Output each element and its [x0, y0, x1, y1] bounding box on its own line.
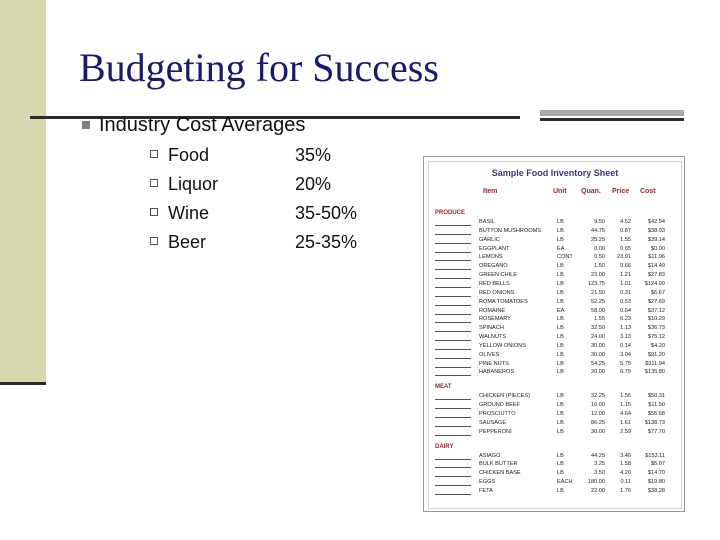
item-quantity: 32.50: [591, 325, 605, 332]
item-price: 1.01: [620, 280, 631, 287]
item-unit: LB: [557, 272, 564, 279]
item-price: 5.75: [620, 360, 631, 367]
item-quantity: 58.00: [591, 307, 605, 314]
item-unit: EA: [557, 245, 565, 252]
count-blank-line: [435, 278, 471, 279]
table-row: [429, 429, 681, 437]
item-name: OREGANO: [479, 263, 508, 270]
count-blank-line: [435, 305, 471, 306]
item-quantity: 0.00: [594, 245, 605, 252]
item-quantity: 54.25: [591, 360, 605, 367]
item-unit: LB: [557, 470, 564, 477]
count-blank-line: [435, 358, 471, 359]
item-quantity: 24.00: [591, 334, 605, 341]
count-blank-line: [435, 399, 471, 400]
table-row: [429, 488, 681, 496]
table-row: [429, 334, 681, 342]
item-cost: $42.94: [647, 219, 665, 225]
item-price: 3.04: [620, 351, 631, 358]
item-cost: $14.70: [647, 470, 665, 477]
table-row: [429, 281, 681, 289]
item-price: 0.64: [620, 307, 631, 314]
item-cost: $19.80: [647, 479, 665, 486]
table-row: [429, 316, 681, 324]
item-cost: $38.28: [647, 487, 665, 494]
table-row: [429, 308, 681, 316]
item-quantity: 44.25: [591, 452, 605, 459]
count-blank-line: [435, 408, 471, 409]
square-bullet-icon: [150, 179, 158, 187]
table-row: [429, 299, 681, 307]
item-price: 4.20: [620, 470, 631, 477]
table-row: [429, 290, 681, 298]
count-blank-line: [435, 331, 471, 332]
count-blank-line: [435, 375, 471, 376]
item-unit: LB: [557, 280, 564, 287]
item-cost: $27.69: [647, 298, 665, 305]
item-unit: LB: [557, 236, 564, 243]
cost-item: [150, 174, 218, 195]
item-price: 1.15: [620, 402, 631, 409]
table-row: [429, 272, 681, 280]
item-name: SAUSAGE: [479, 419, 507, 426]
item-quantity: 32.25: [591, 393, 605, 400]
item-price: 9.66: [620, 263, 631, 270]
square-bullet-icon: [150, 150, 158, 158]
item-quantity: 25.25: [591, 236, 605, 243]
cost-item-value: 35-50%: [295, 203, 358, 223]
item-name: ROSEMARY: [479, 316, 511, 323]
header-quan: Quan.: [581, 188, 601, 195]
item-quantity: 0.50: [594, 254, 605, 261]
item-name: BUTTON MUSHROOMS: [479, 227, 542, 234]
cost-item-value: 35%: [295, 145, 332, 165]
square-bullet-icon: [82, 121, 90, 129]
item-cost: $124.99: [644, 280, 665, 287]
item-price: 0.31: [620, 289, 631, 296]
left-accent-line: [0, 382, 46, 385]
title-rule-accent: [540, 110, 684, 116]
table-row: [429, 219, 681, 227]
item-name: SPINACH: [479, 325, 504, 332]
item-unit: LB: [557, 452, 564, 459]
item-unit: LB: [557, 325, 564, 332]
item-name: LEMONS: [479, 254, 503, 261]
item-unit: LB: [557, 334, 564, 341]
item-price: 4.52: [620, 219, 631, 225]
item-quantity: 3.25: [594, 461, 605, 468]
count-blank-line: [435, 314, 471, 315]
table-row: [429, 420, 681, 428]
table-row: [429, 263, 681, 271]
item-quantity: 20.00: [591, 369, 605, 376]
item-cost: $14.49: [647, 263, 665, 270]
table-row: [429, 361, 681, 369]
count-blank-line: [435, 459, 471, 460]
item-cost: $55.68: [647, 411, 665, 417]
item-name: ROMA TOMATOES: [479, 298, 528, 305]
section-label: PRODUCE: [435, 210, 466, 216]
item-name: RED ONIONS: [479, 289, 515, 296]
table-row: [429, 343, 681, 351]
item-cost: $77.70: [647, 428, 665, 435]
item-unit: LB: [557, 351, 564, 358]
item-unit: LB: [557, 402, 564, 409]
item-price: 0.87: [620, 227, 631, 234]
table-row: [429, 352, 681, 360]
item-price: 1.76: [620, 487, 631, 494]
item-price: 1.58: [620, 461, 631, 468]
item-quantity: 180.00: [587, 479, 605, 486]
count-blank-line: [435, 426, 471, 427]
item-unit: EACH: [557, 479, 573, 486]
item-name: ROMAINE: [479, 307, 506, 314]
item-cost: $135.80: [644, 369, 665, 376]
item-unit: LB: [557, 369, 564, 376]
item-unit: LB: [557, 263, 564, 270]
item-cost: $311.94: [645, 360, 665, 367]
item-cost: $38.93: [647, 227, 665, 234]
item-price: 1.61: [620, 419, 631, 426]
cost-item: [150, 232, 206, 253]
table-row: [429, 325, 681, 333]
section-label: MEAT: [435, 384, 452, 391]
count-blank-line: [435, 435, 471, 436]
item-unit: LB: [557, 316, 564, 323]
item-name: PROSCIUTTO: [479, 411, 516, 417]
item-cost: $37.12: [647, 307, 665, 314]
count-blank-line: [435, 260, 471, 261]
count-blank-line: [435, 252, 471, 253]
item-cost: $11.96: [648, 254, 665, 261]
item-cost: $75.12: [647, 334, 665, 341]
cost-item: [150, 203, 209, 224]
item-price: 6.23: [620, 316, 631, 323]
item-quantity: 1.55: [594, 316, 605, 323]
item-quantity: 3.50: [594, 470, 605, 477]
item-cost: $138.73: [644, 419, 665, 426]
table-row: [429, 470, 681, 478]
item-quantity: 30.00: [591, 351, 605, 358]
count-blank-line: [435, 322, 471, 323]
item-cost: $36.73: [647, 325, 665, 332]
header-unit: Unit: [553, 188, 567, 195]
cost-item-value: 20%: [295, 174, 332, 194]
item-cost: $4.20: [651, 342, 665, 349]
title-rule-accent-line: [540, 118, 684, 121]
item-name: PEPPERONI: [479, 428, 512, 435]
item-price: 1.55: [620, 236, 631, 243]
item-name: FETA: [479, 487, 493, 494]
item-unit: EA: [557, 307, 565, 314]
count-blank-line: [435, 269, 471, 270]
table-row: [429, 479, 681, 487]
item-quantity: 10.00: [591, 402, 605, 409]
table-row: [429, 369, 681, 377]
section-label: DAIRY: [435, 443, 454, 450]
item-unit: LB: [557, 227, 564, 234]
item-unit: CONT: [557, 254, 573, 261]
item-price: 0.53: [620, 298, 631, 305]
item-name: WALNUTS: [479, 334, 507, 341]
table-row: [429, 246, 681, 254]
count-blank-line: [435, 234, 471, 235]
item-cost: $10.29: [647, 316, 665, 323]
item-quantity: 21.50: [591, 289, 605, 296]
table-row: [429, 411, 681, 419]
item-name: BULK BUTTER: [479, 461, 518, 468]
item-cost: $50.31: [647, 393, 665, 400]
item-unit: LB: [557, 411, 564, 417]
item-quantity: 22.00: [591, 487, 605, 494]
item-quantity: 9.50: [594, 219, 605, 225]
count-blank-line: [435, 494, 471, 495]
count-blank-line: [435, 287, 471, 288]
item-cost: $0.00: [651, 245, 665, 252]
count-blank-line: [435, 467, 471, 468]
item-price: 3.13: [620, 334, 631, 341]
item-name: CHICKEN BASE: [479, 470, 521, 477]
item-price: 4.64: [620, 411, 631, 417]
cost-item-value: 25-35%: [295, 232, 358, 252]
count-blank-line: [435, 476, 471, 477]
item-cost: $5.07: [651, 461, 665, 468]
item-cost: $11.50: [648, 402, 665, 409]
item-unit: LB: [557, 289, 564, 296]
item-price: 6.79: [620, 369, 631, 376]
sheet-title: Sample Food Inventory Sheet: [491, 168, 619, 178]
item-name: HABANEROS: [479, 369, 515, 376]
left-accent-bar: [0, 0, 46, 385]
count-blank-line: [435, 485, 471, 486]
item-unit: LB: [557, 428, 564, 435]
item-unit: LB: [557, 393, 564, 400]
count-blank-line: [435, 367, 471, 368]
item-price: 23.91: [617, 254, 631, 261]
item-quantity: 1.50: [594, 263, 605, 270]
item-unit: LB: [557, 360, 564, 367]
count-blank-line: [435, 340, 471, 341]
table-row: [429, 393, 681, 401]
count-blank-line: [435, 243, 471, 244]
count-blank-line: [435, 296, 471, 297]
count-blank-line: [435, 349, 471, 350]
item-price: 0.14: [620, 342, 631, 349]
item-price: 2.59: [620, 428, 631, 435]
item-name: YELLOW ONIONS: [479, 342, 526, 349]
item-name: EGGS: [479, 479, 496, 486]
item-name: GROUND BEEF: [479, 402, 521, 409]
item-name: RED BELLS: [479, 280, 510, 287]
cost-item-label: Beer: [168, 232, 207, 252]
table-row: [429, 237, 681, 245]
count-blank-line: [435, 417, 471, 418]
item-unit: LB: [557, 461, 564, 468]
item-price: 1.21: [620, 272, 631, 279]
item-cost: $39.14: [647, 236, 665, 243]
item-name: CHICKEN (PIECES): [479, 393, 530, 400]
item-quantity: 30.00: [591, 428, 605, 435]
item-quantity: 86.25: [591, 419, 605, 426]
item-quantity: 12.00: [591, 411, 605, 417]
header-item: Item: [483, 188, 498, 195]
cost-item-label: Food: [168, 145, 210, 165]
table-row: [429, 228, 681, 236]
item-name: OLIVES: [479, 351, 500, 358]
item-unit: LB: [557, 342, 564, 349]
item-name: GREEN CHILE: [479, 272, 517, 279]
cost-item-label: Liquor: [168, 174, 219, 194]
item-cost: $91.20: [647, 351, 665, 358]
inventory-sheet-image: [423, 156, 685, 512]
item-price: 3.46: [620, 452, 631, 459]
table-row: [429, 461, 681, 469]
slide-title: Budgeting for Success: [79, 45, 439, 90]
item-cost: $6.67: [651, 289, 665, 296]
item-quantity: 30.00: [591, 342, 605, 349]
item-unit: LB: [557, 487, 564, 494]
item-name: BASIL: [479, 219, 495, 225]
item-cost: $153.11: [645, 452, 665, 459]
item-cost: $27.83: [647, 272, 665, 279]
cost-item-label: Wine: [168, 203, 210, 223]
item-quantity: 52.25: [591, 298, 605, 305]
item-quantity: 123.75: [587, 280, 605, 287]
item-price: 1.13: [620, 325, 631, 332]
item-unit: LB: [557, 219, 564, 225]
table-row: [429, 453, 681, 461]
table-row: [429, 402, 681, 410]
item-price: 0.11: [620, 479, 631, 486]
item-price: 0.65: [620, 245, 631, 252]
table-row: [429, 254, 681, 262]
item-unit: LB: [557, 419, 564, 426]
header-cost: Cost: [640, 188, 656, 195]
header-price: Price: [612, 188, 630, 195]
item-unit: LB: [557, 298, 564, 305]
item-name: EGGPLANT: [479, 245, 510, 252]
inventory-sheet: [428, 161, 682, 509]
item-price: 1.56: [620, 393, 631, 400]
item-name: ASIAGO: [479, 452, 501, 459]
cost-item: [150, 145, 209, 166]
item-quantity: 23.00: [591, 272, 605, 279]
square-bullet-icon: [150, 208, 158, 216]
item-name: PINE NUTS: [479, 360, 509, 367]
item-name: GARLIC: [479, 236, 500, 243]
main-bullet: Industry Cost Averages: [99, 114, 306, 136]
square-bullet-icon: [150, 237, 158, 245]
count-blank-line: [435, 225, 471, 226]
item-quantity: 44.75: [591, 227, 605, 234]
